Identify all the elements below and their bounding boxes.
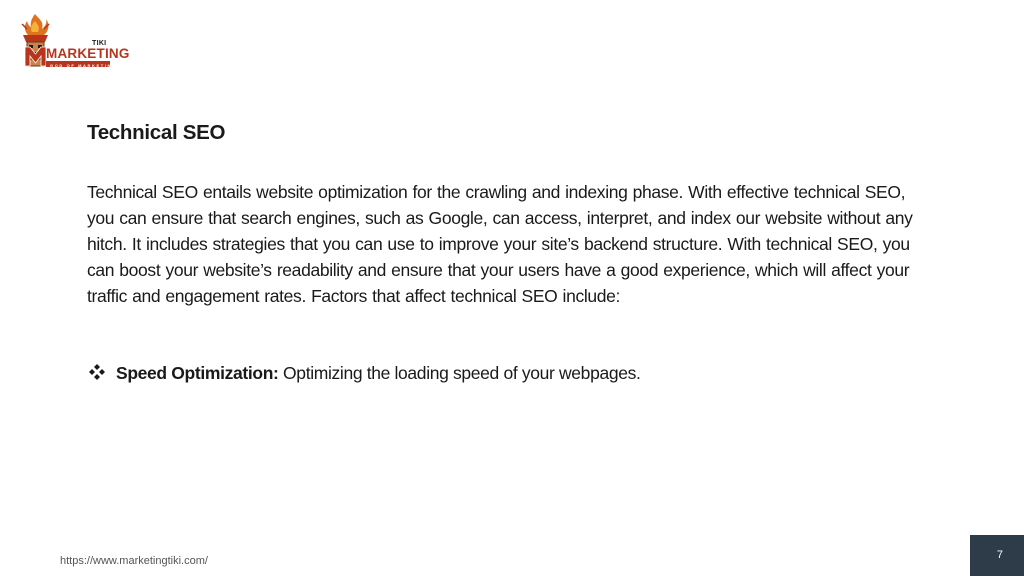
page-number-box [970,535,1024,576]
page-number: 7 [996,549,1003,561]
bullet-item [88,360,641,386]
logo-tiki-text: TIKI [92,40,107,47]
footer-url-link[interactable]: https://www.marketingtiki.com/ [60,555,208,567]
bullet-term: Speed Optimization: [116,363,279,383]
slide-heading: Technical SEO [87,121,226,144]
logo-tagline: GOD OF MARKETING [50,63,117,68]
four-diamond-bullet-icon [88,363,106,381]
slide-paragraph: Technical SEO entails website optimization for the crawling and indexing phase. With effective technical SEO, you can ensure that search engines, such as Google, can access, interpret, and index our website without any hitch. It includes strategies that you can use to improve your site’s backend structure. With technical SEO, you can boost your website’s readability and ensure that your users have a good experience, which will affect your traffic and engagement rates. Factors that affect technical SEO include: [87,182,913,306]
bullet-text: Optimizing the loading speed of your webpages. [278,363,641,383]
marketing-tiki-logo [16,12,130,72]
logo-marketing-text: MARKETING [46,46,130,61]
